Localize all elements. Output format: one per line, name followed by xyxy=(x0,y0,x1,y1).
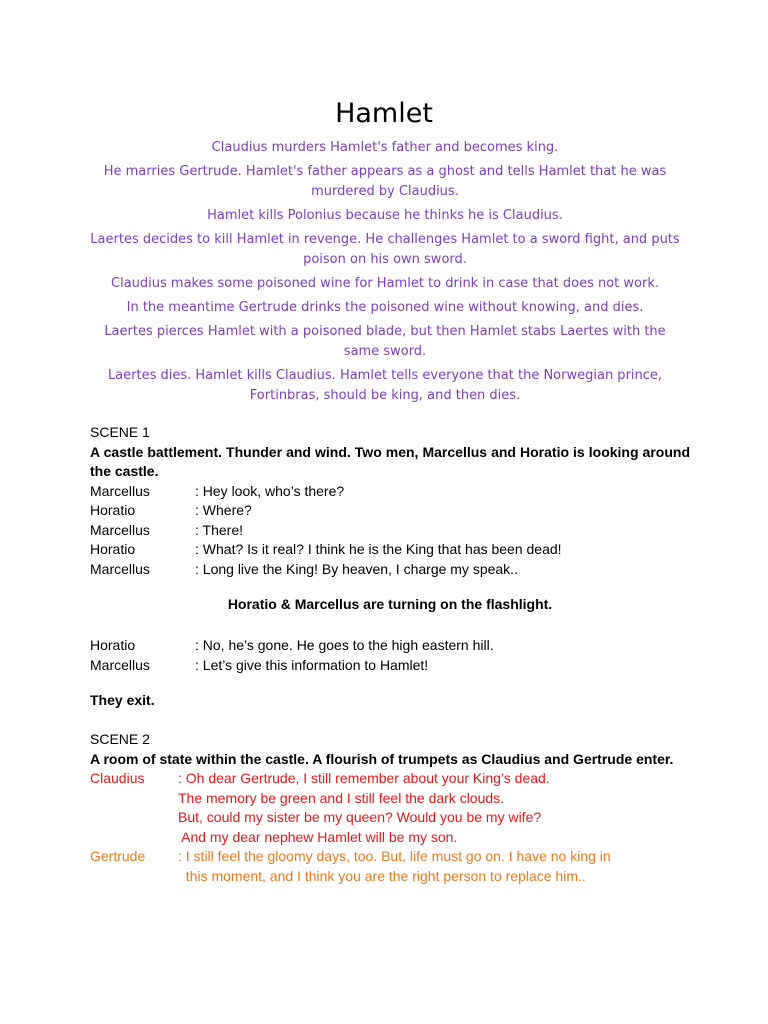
speech-text: : Hey look, who’s there? xyxy=(195,482,345,499)
scene-2-heading: SCENE 2 xyxy=(90,731,150,747)
speaker-name: Marcellus xyxy=(90,560,150,577)
page-title: Hamlet xyxy=(335,98,433,129)
dialogue-line xyxy=(90,656,690,676)
speaker-name: Horatio xyxy=(90,637,136,653)
speech-text: : I still feel the gloomy days, too. But, life must go on. I have no king in xyxy=(178,848,611,864)
summary-line: He marries Gertrude. Hamlet's father appears as a ghost and tells Hamlet that he was murdered by Claudius. xyxy=(103,164,667,199)
dialogue-line xyxy=(90,501,690,521)
speech-continuation: The memory be green and I still feel the dark clouds. xyxy=(178,789,505,806)
speaker-name: Marcellus xyxy=(90,482,150,499)
speech-text: : There! xyxy=(195,521,243,538)
dialogue-line xyxy=(90,847,690,867)
stage-direction: Horatio & Marcellus are turning on the flashlight. xyxy=(227,596,553,612)
speech-text: : Where? xyxy=(195,502,252,518)
speech-continuation: But, could my sister be my queen? Would you be my wife? xyxy=(178,809,542,825)
speaker-name: Marcellus xyxy=(90,521,150,538)
summary-line: Laertes decides to kill Hamlet in revenge. He challenges Hamlet to a sword fight, and puts poison on his own sword. xyxy=(90,232,680,267)
exit-direction: They exit. xyxy=(90,692,155,708)
speech-text: : What? Is it real? I think he is the King that has been dead! xyxy=(195,541,562,557)
dialogue-line xyxy=(90,482,690,502)
speaker-name: Horatio xyxy=(90,541,136,557)
speaker-name: Gertrude xyxy=(90,848,146,864)
speech-text: : Let’s give this information to Hamlet! xyxy=(195,656,429,673)
summary-line: Laertes dies. Hamlet kills Claudius. Hamlet tells everyone that the Norwegian prince, Fortinbras, should be king, and then dies. xyxy=(107,368,663,403)
dialogue-line xyxy=(90,636,690,656)
speaker-name: Claudius xyxy=(90,770,145,786)
summary-line: Laertes pierces Hamlet with a poisoned blade, but then Hamlet stabs Laertes with the same sword. xyxy=(104,324,666,359)
summary-line: Claudius makes some poisoned wine for Hamlet to drink in case that does not work. xyxy=(111,276,659,291)
summary-line: In the meantime Gertrude drinks the poisoned wine without knowing, and dies. xyxy=(126,300,644,315)
speech-text: : Oh dear Gertrude, I still remember about your King’s dead. xyxy=(178,770,550,786)
scene-1-block xyxy=(90,423,690,579)
scene-1-description: A castle battlement. Thunder and wind. Two men, Marcellus and Horatio is looking around the castle. xyxy=(90,443,690,479)
scene-2-block xyxy=(90,730,690,886)
scene-2-description: A room of state within the castle. A flourish of trumpets as Claudius and Gertrude enter. xyxy=(90,750,674,767)
dialogue-line xyxy=(90,521,690,541)
dialogue-line xyxy=(90,560,690,580)
plot-summary xyxy=(90,138,680,410)
speech-text: : Long live the King! By heaven, I charge my speak.. xyxy=(195,560,518,577)
speech-text: : No, he’s gone. He goes to the high eastern hill. xyxy=(195,637,494,653)
speaker-name: Horatio xyxy=(90,502,136,518)
dialogue-line xyxy=(90,540,690,560)
speaker-name: Marcellus xyxy=(90,656,150,673)
dialogue-line xyxy=(90,769,690,789)
scene-1-heading: SCENE 1 xyxy=(90,424,150,440)
summary-line: Claudius murders Hamlet's father and becomes king. xyxy=(211,140,559,155)
speech-continuation: And my dear nephew Hamlet will be my son. xyxy=(178,828,458,845)
speech-continuation: this moment, and I think you are the right person to replace him.. xyxy=(178,867,586,884)
scene-1-continued xyxy=(90,636,690,675)
summary-line: Hamlet kills Polonius because he thinks he is Claudius. xyxy=(207,208,563,223)
